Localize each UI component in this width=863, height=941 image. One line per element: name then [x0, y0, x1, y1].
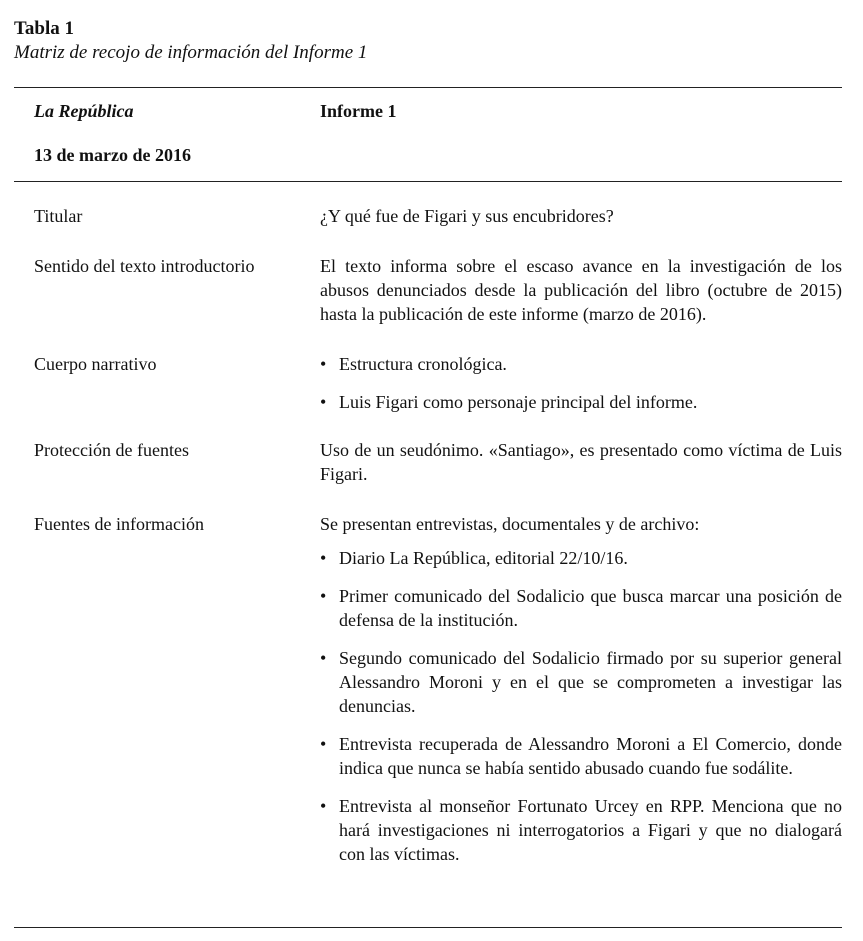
- bullet-icon: •: [320, 586, 327, 606]
- bullet-icon: •: [320, 796, 327, 816]
- bullet-icon: •: [320, 548, 327, 568]
- fuentes-bullet-list: [320, 546, 842, 866]
- table-top-rule: [14, 87, 842, 88]
- list-item: [320, 646, 842, 718]
- bullet-text: Entrevista al monseñor Fortunato Urcey en RPP. Menciona que no hará investigaciones ni interrogatorios a Figari y que no dialogará con las víctimas.: [339, 796, 842, 864]
- bullet-icon: •: [320, 392, 327, 412]
- bullet-icon: •: [320, 354, 327, 374]
- bullet-text: Segundo comunicado del Sodalicio firmado por su superior general Alessandro Moroni y en el que se comprometen a investigar las denuncias.: [339, 648, 842, 716]
- bullet-text: Primer comunicado del Sodalicio que busca marcar una posición de defensa de la institución.: [339, 586, 842, 630]
- row-value-proteccion: Uso de un seudónimo. «Santiago», es presentado como víctima de Luis Figari.: [320, 440, 842, 484]
- row-value-cuerpo: [320, 352, 842, 414]
- bullet-text: Estructura cronológica.: [339, 354, 507, 374]
- list-item: [320, 584, 842, 632]
- row-value-titular: ¿Y qué fue de Figari y sus encubridores?: [320, 206, 614, 226]
- row-label-proteccion: Protección de fuentes: [34, 440, 189, 460]
- header-date: 13 de marzo de 2016: [34, 145, 191, 165]
- table-header-rule: [14, 181, 842, 182]
- table-bottom-rule: [14, 927, 842, 928]
- header-newspaper: La República: [34, 101, 134, 121]
- row-label-cuerpo: Cuerpo narrativo: [34, 354, 157, 374]
- list-item: [320, 352, 842, 376]
- row-label-sentido: Sentido del texto introductorio: [34, 256, 255, 276]
- bullet-text: Luis Figari como personaje principal del informe.: [339, 392, 698, 412]
- cuerpo-bullet-list: [320, 352, 842, 414]
- bullet-icon: •: [320, 734, 327, 754]
- list-item: [320, 732, 842, 780]
- header-report: Informe 1: [320, 101, 397, 121]
- row-value-fuentes: [320, 512, 842, 866]
- list-item: [320, 794, 842, 866]
- table-label: Tabla 1: [14, 18, 75, 39]
- row-label-fuentes: Fuentes de información: [34, 514, 204, 534]
- bullet-text: Diario La República, editorial 22/10/16.: [339, 548, 628, 568]
- row-label-titular: Titular: [34, 206, 83, 226]
- bullet-text: Entrevista recuperada de Alessandro Moroni a El Comercio, donde indica que nunca se había sentido abusado cuando fue sodálite.: [339, 734, 842, 778]
- row-value-sentido: El texto informa sobre el escaso avance en la investigación de los abusos denunciados desde la publicación del libro (octubre de 2015) hasta la publicación de este informe (marzo de 2016).: [320, 256, 842, 324]
- list-item: [320, 390, 842, 414]
- fuentes-intro: Se presentan entrevistas, documentales y de archivo:: [320, 514, 700, 534]
- bullet-icon: •: [320, 648, 327, 668]
- table-caption: Matriz de recojo de información del Informe 1: [14, 42, 368, 63]
- list-item: [320, 546, 842, 570]
